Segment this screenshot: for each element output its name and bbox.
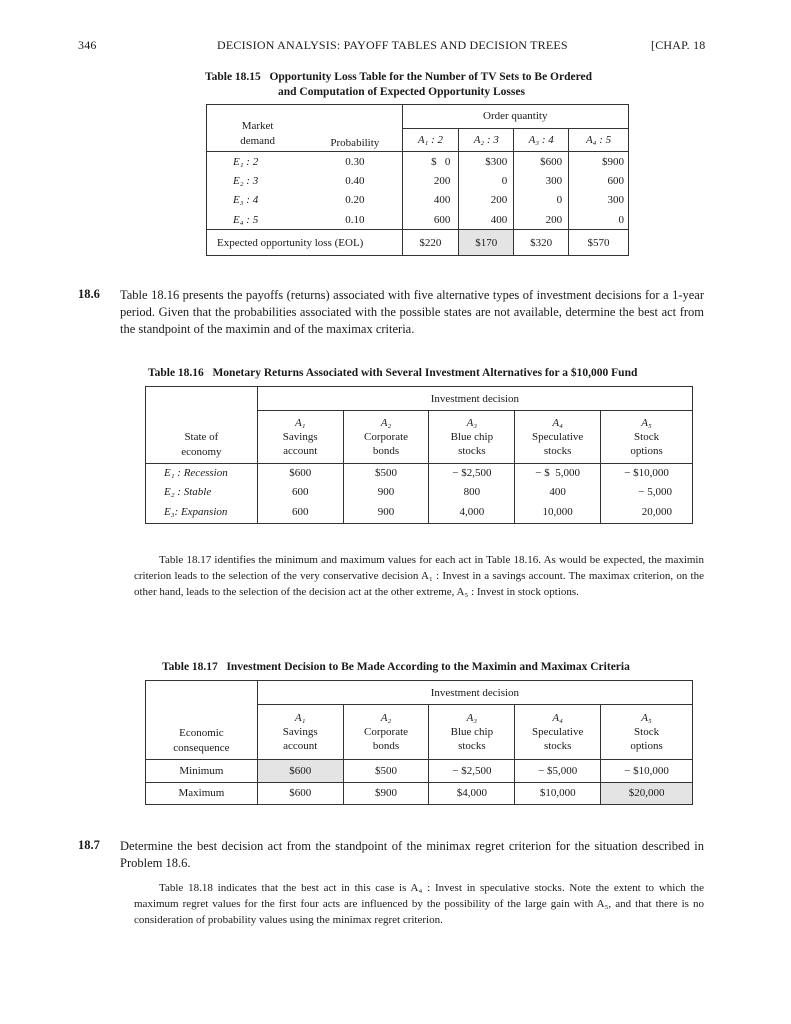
table-row: E₃ : 4 0.20 400 200 0 300 <box>207 191 629 210</box>
minimum-row: Minimum $600 $500 − $2,500 − $5,000 − $10,000 <box>146 759 693 782</box>
act-header: A₃ Blue chip stocks <box>429 705 515 759</box>
maximin-cell: $600 <box>257 759 343 782</box>
act-header: A₄ Speculative stocks <box>515 705 601 759</box>
act-header: A₁ Savings account <box>257 411 343 463</box>
table-18-17 <box>145 680 693 805</box>
market-demand-header: Market demand <box>240 120 276 148</box>
chapter-label: [CHAP. 18 <box>651 38 706 52</box>
economic-consequence-header: Economic consequence <box>173 726 230 754</box>
investment-decision-header: Investment decision <box>257 387 692 411</box>
table-18-16-caption: Table 18.16 Monetary Returns Associated with Several Investment Alternatives for a $10,000 Fund <box>148 367 638 379</box>
act-header: A₃ Blue chip stocks <box>429 411 515 463</box>
table-18-15 <box>206 104 629 256</box>
order-quantity-header: Order quantity <box>402 105 629 129</box>
act-header: A₁ : 2 <box>402 128 459 152</box>
table-row: E₃: Expansion 600 900 4,000 10,000 20,000 <box>146 501 693 523</box>
maximum-row: Maximum $600 $900 $4,000 $10,000 $20,000 <box>146 782 693 804</box>
problem-18-6-text: Table 18.16 presents the payoffs (returns) associated with five alternative types of investment decisions for a 1-year period. Given that the probabilities associated with the possible states are not available, determine the best act from the standpoint of the maximin and of the maximax criteria. <box>120 288 704 336</box>
maximax-cell: $20,000 <box>601 782 693 804</box>
act-header: A₂ Corporate bonds <box>343 705 429 759</box>
act-header: A₃ : 4 <box>514 128 569 152</box>
act-header: A₅ Stock options <box>601 705 693 759</box>
probability-header: Probability <box>330 137 380 150</box>
act-header: A₁ Savings account <box>257 705 343 759</box>
table-18-15-caption: Table 18.15 Opportunity Loss Table for the Number of TV Sets to Be Ordered and Computation of Expected Opportunity Losses <box>205 71 592 98</box>
act-header: A₅ Stock options <box>601 411 693 463</box>
eol-row: Expected opportunity loss (EOL) $220 $170 $320 $570 <box>207 230 629 256</box>
table-row: E₂ : 3 0.40 200 0 300 600 <box>207 171 629 190</box>
act-header: A₂ : 3 <box>459 128 514 152</box>
investment-decision-header: Investment decision <box>257 681 692 705</box>
problem-number-18-7: 18.7 <box>78 838 100 852</box>
solution-18-6-text: Table 18.17 identifies the minimum and maximum values for each act in Table 18.16. As would be expected, the maximin criterion leads to the selection of the very conservative decision A₁ : Invest in a savings account. The maximax criterion, on the other hand, leads to the selection of the decision act at the other extreme, A₅ : Invest in stock options. <box>134 554 704 598</box>
best-eol-cell: $170 <box>459 230 514 256</box>
table-row: E₁ : 2 0.30 $ 0 $300 $600 $900 <box>207 152 629 171</box>
table-row: E₁ : Recession $600 $500 − $2,500 − $ 5,000 − $10,000 <box>146 463 693 482</box>
problem-18-7-text: Determine the best decision act from the standpoint of the minimax regret criterion for the situation described in Problem 18.6. <box>120 839 704 870</box>
table-18-16 <box>145 386 693 524</box>
state-of-economy-header: State of economy <box>181 430 222 458</box>
eol-label: Expected opportunity loss (EOL) <box>217 236 364 249</box>
problem-number-18-6: 18.6 <box>78 287 100 301</box>
table-18-17-caption: Table 18.17 Investment Decision to Be Made According to the Maximin and Maximax Criteria <box>162 661 630 673</box>
page-number: 346 <box>78 38 97 52</box>
running-title: DECISION ANALYSIS: PAYOFF TABLES AND DECISION TREES <box>217 38 568 52</box>
act-header: A₄ : 5 <box>569 128 629 152</box>
table-row: E₂ : Stable 600 900 800 400 − 5,000 <box>146 482 693 501</box>
table-row: E₄ : 5 0.10 600 400 200 0 <box>207 210 629 229</box>
act-header: A₄ Speculative stocks <box>515 411 601 463</box>
act-header: A₂ Corporate bonds <box>343 411 429 463</box>
solution-18-7-text: Table 18.18 indicates that the best act in this case is A₄ : Invest in speculative stocks. Note the extent to which the maximum regret values for the first four acts are influenced by the possibility of the large gain with A₅, and that there is no consideration of probability values using the minimax regret criterion. <box>134 882 704 926</box>
